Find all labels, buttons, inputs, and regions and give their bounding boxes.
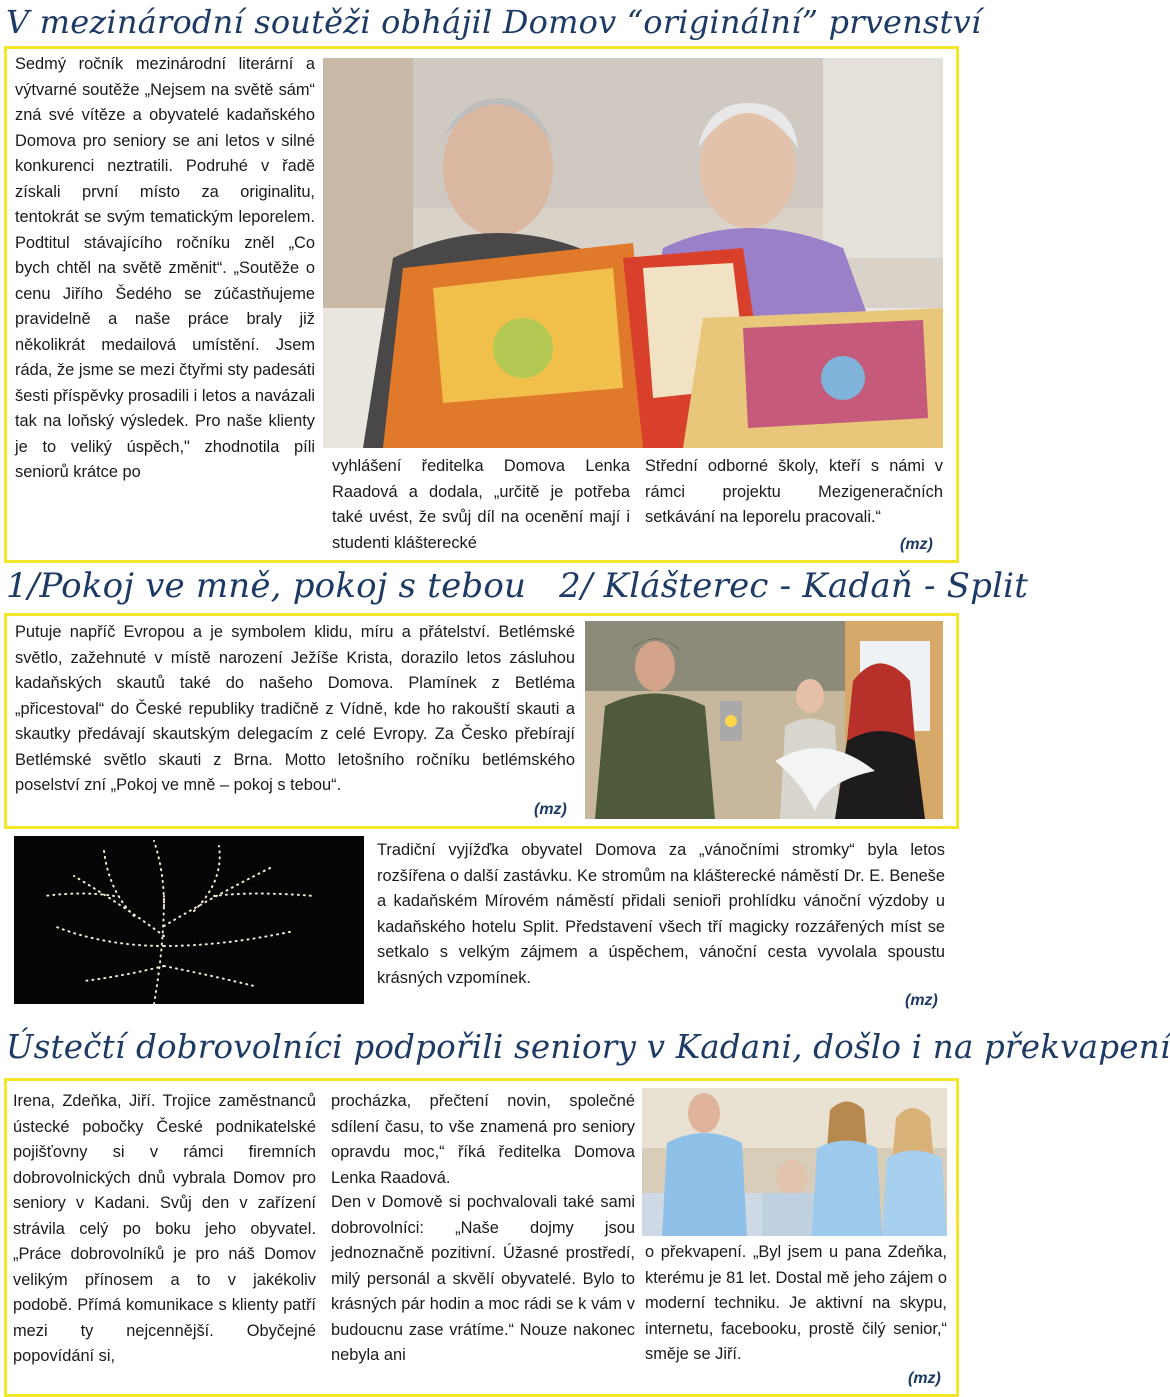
article1-signature: (mz): [900, 536, 933, 553]
article2-text2: Tradiční vyjížďka obyvatel Domova za „vánočními stromky“ byla letos rozšířena o další zastávku. Ke stromům na klášterecké náměstí Dr. E. Beneše a kadaňském Mírovém náměstí přidali senioři prohlídku vánoční výzdoby u kadaňského hotelu Split. Představení všech tří magicky rozzářených míst se setkalo s velkým zájmem a úspěchem, vánoční cesta vyvolala spoustu krásných vzpomínek.: [377, 841, 945, 987]
article2-text: Putuje napříč Evropou a je symbolem klidu, míru a přátelství. Betlémské světlo, zažehnuté v místě narození Ježíše Krista, dorazilo letos zásluhou kadaňských skautů také do našeho Domova. Plamínek z Betléma „přicestoval“ do České republiky tradičně z Vídně, kde ho rakouští skauti a skautky předávají skautským delegacím z celé Evropy. Za Česko přebírají Betlémské světlo skauti z Brna. Motto letošního ročníku betlémského poselství zní „Pokoj ve mně – pokoj s tebou“.: [15, 623, 575, 794]
article3-col2b: Den v Domově si pochvalovali také sami dobrovolníci: „Naše dojmy jsou jednoznačně pozitivní. Úžasné prostředí, milý personál a skvělí obyvatelé. Bylo to krásných pár hodin a moc rádi se k vám v budoucnu zase vrátíme.“ Nouze nakonec nebyla ani: [331, 1193, 635, 1364]
seniors-leporelo-photo: [323, 58, 943, 448]
article1-col2: vyhlášení ředitelka Domova Lenka Raadová a dodala, „určitě je potřeba také uvést, že svůj díl na ocenění mají i studenti klášterecké: [332, 457, 630, 552]
article3-col2a: procházka, přečtení novin, společné sdílení času, to vše znamená pro seniory opravdu moc,“ říká ředitelka Domova Lenka Raadová.: [331, 1092, 635, 1187]
article3-signature: (mz): [908, 1370, 941, 1387]
article3-col1: Irena, Zdeňka, Jiří. Trojice zaměstnanců ústecké pobočky České podnikatelské pojišťovny si v rámci firemních dobrovolnických dnů vybrala Domov pro seniory v Kadani. Svůj den v zařízení strávila celý po boku jeho obyvatel. „Práce dobrovolníků je pro náš Domov velikým přínosem a to v jakékoliv podobě. Přímá komunikace s klienty patří mezi ty nejcennější. Obyčejné popovídání si,: [13, 1092, 316, 1365]
article3-col3: o překvapení. „Byl jsem u pana Zdeňka, kterému je 81 let. Dostal mě jeho zájem o moderní techniku. Je aktivní na skypu, internetu, facebooku, prostě čilý senior,“ směje se Jiří.: [645, 1243, 947, 1363]
christmas-tree-lights-photo: [14, 836, 364, 1004]
article1-col3: Střední odborné školy, kteří s námi v rámci projektu Mezigeneračních setkávání na leporelu pracovali.“: [645, 457, 943, 526]
volunteers-photo: [642, 1088, 947, 1236]
article1-headline: V mezinárodní soutěži obhájil Domov “originální” prvenství: [6, 3, 982, 41]
article2-signature2: (mz): [905, 992, 938, 1009]
article3-headline: Ústečtí dobrovolníci podpořili seniory v Kadani, došlo i na překvapení: [6, 1028, 1170, 1066]
bethlehem-light-photo: [585, 621, 943, 819]
article2-signature: (mz): [534, 801, 567, 818]
article1-col1: Sedmý ročník mezinárodní literární a výtvarné soutěže „Nejsem na světě sám“ zná své vítěze a obyvatelé kadaňského Domova pro seniory se ani letos v silné konkurenci neztratili. Podruhé v řadě získali první místo za originalitu, tentokrát se svým tematickým leporelem. Podtitul stávajícího ročníku zněl „Co bych chtěl na světě změnit“. „Soutěže o cenu Jiřího Šedého se zúčastňujeme pravidelně a naše práce braly již několikrát medailová umístění. Jsem ráda, že jsme se mezi čtyřmi sty padesáti šesti příspěvky prosadili i letos a navázali tak na loňský výsledek. Pro naše klienty je to veliký úspěch," zhodnotila píli seniorů krátce po: [15, 55, 315, 481]
article2-headline: 1/Pokoj ve mně, pokoj s tebou 2/ Klášterec - Kadaň - Split: [6, 566, 1029, 606]
